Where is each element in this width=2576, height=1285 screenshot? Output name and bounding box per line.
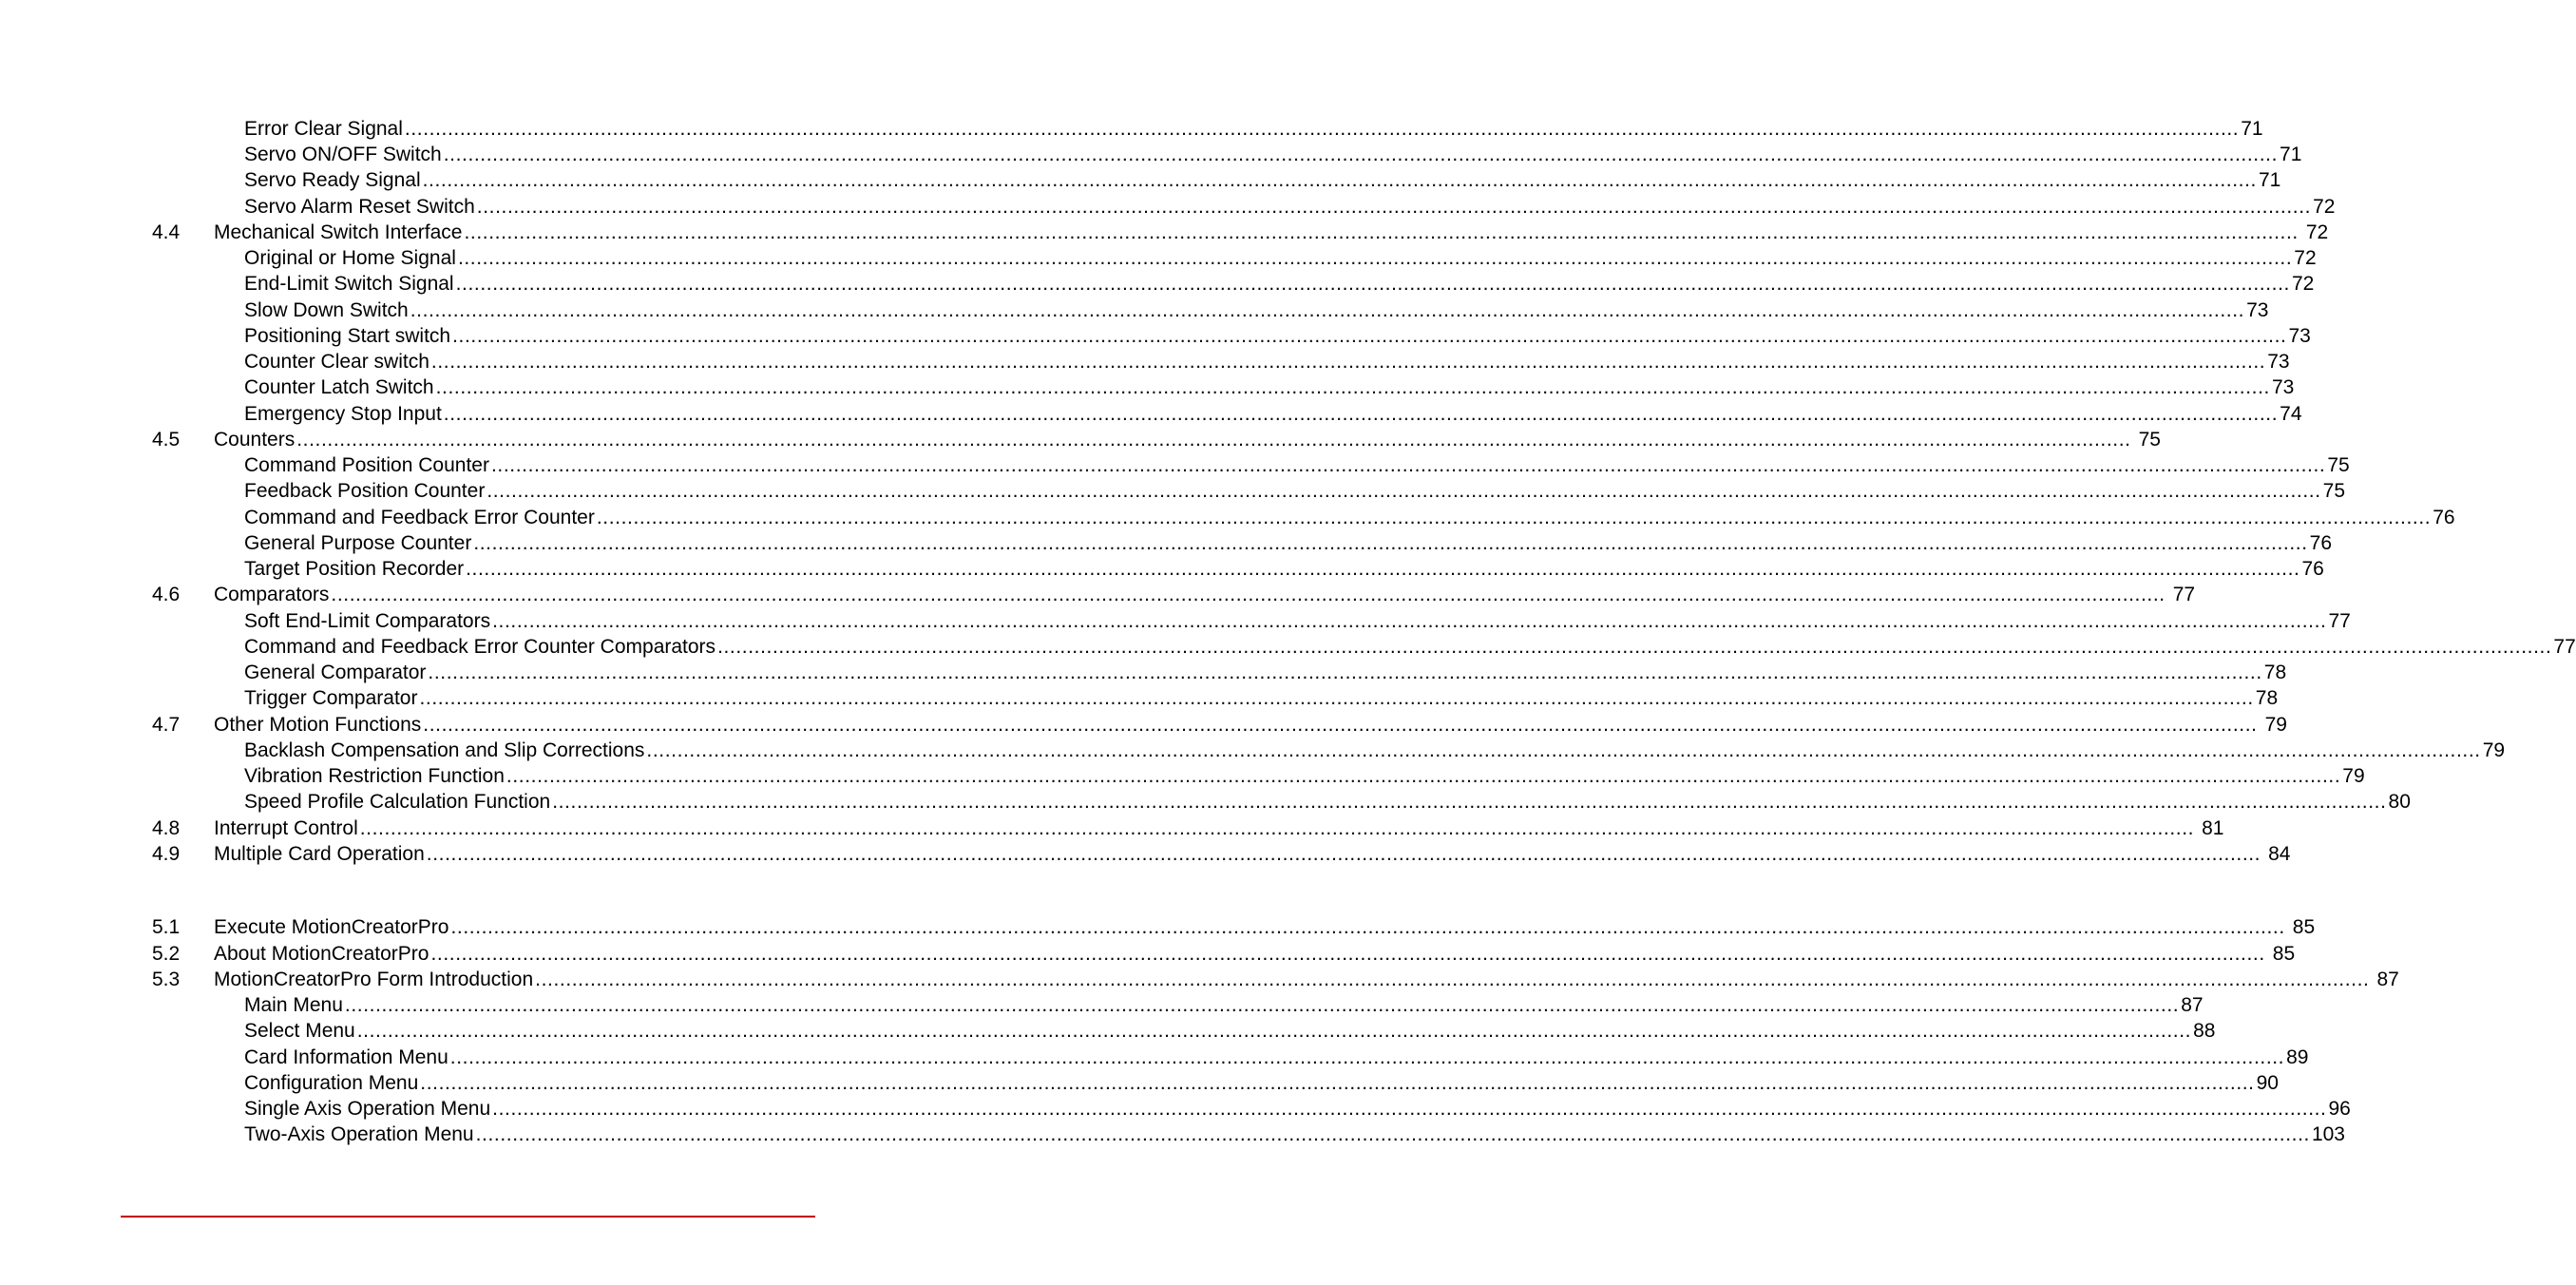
toc-entry-title: Configuration Menu bbox=[244, 1072, 419, 1094]
toc-page-number: 71 bbox=[2241, 118, 2263, 140]
toc-section-number: 4.5 bbox=[152, 429, 181, 451]
toc-section-entry[interactable] bbox=[0, 712, 2287, 738]
toc-entry-title: Command and Feedback Error Counter Comparators bbox=[244, 636, 716, 658]
toc-page-number: 72 bbox=[2294, 247, 2317, 269]
toc-section-entry[interactable] bbox=[0, 427, 2161, 452]
toc-subsection-entry[interactable] bbox=[0, 608, 2351, 634]
toc-page-number: 75 bbox=[2322, 480, 2346, 502]
toc-subsection-entry[interactable] bbox=[0, 1122, 2345, 1147]
toc-page-number: 78 bbox=[2263, 662, 2287, 683]
toc-section-number: 5.3 bbox=[152, 969, 181, 990]
toc-entry-line bbox=[244, 505, 2455, 530]
dot-leader: ............................................................................................................................................................................................................................................................................................................ bbox=[430, 351, 2266, 373]
toc-entry-line bbox=[244, 116, 2263, 142]
toc-entry-line bbox=[214, 967, 2399, 992]
dot-leader: ............................................................................................................................................................................................................................................................................................................ bbox=[487, 480, 2321, 502]
toc-subsection-entry[interactable] bbox=[0, 116, 2263, 142]
toc-entry-line bbox=[244, 245, 2317, 271]
toc-entry-line bbox=[244, 738, 2506, 763]
dot-leader: ............................................................................................................................................................................................................................................................................................................ bbox=[473, 532, 2308, 554]
toc-entry-title: Counters bbox=[214, 429, 296, 451]
toc-entry-line bbox=[214, 815, 2224, 841]
toc-section-number: 5.1 bbox=[152, 916, 181, 938]
dot-leader: ............................................................................................................................................................................................................................................................................................................ bbox=[410, 299, 2245, 321]
toc-entry-line bbox=[244, 1122, 2345, 1147]
dot-leader: ............................................................................................................................................................................................................................................................................................................ bbox=[450, 916, 2285, 938]
toc-entry-title: Trigger Comparator bbox=[244, 687, 418, 709]
toc-subsection-entry[interactable] bbox=[0, 478, 2346, 504]
toc-entry-line bbox=[214, 220, 2329, 245]
toc-subsection-entry[interactable] bbox=[0, 167, 2281, 193]
toc-subsection-entry[interactable] bbox=[0, 194, 2336, 220]
toc-entry-line bbox=[244, 1070, 2279, 1096]
toc-entry-line bbox=[214, 712, 2287, 738]
toc-section-entry[interactable] bbox=[0, 815, 2224, 841]
toc-page-number: 78 bbox=[2255, 687, 2279, 709]
toc-page-number: 79 bbox=[2482, 739, 2506, 761]
dot-leader: ............................................................................................................................................................................................................................................................................................................ bbox=[646, 739, 2481, 761]
toc-page-number: 89 bbox=[2286, 1046, 2309, 1068]
toc-entry-line bbox=[244, 530, 2333, 556]
toc-entry-line bbox=[244, 1096, 2351, 1122]
dot-leader: ............................................................................................................................................................................................................................................................................................................ bbox=[422, 169, 2257, 191]
toc-subsection-entry[interactable] bbox=[0, 634, 2576, 660]
toc-page-number: 81 bbox=[2202, 817, 2224, 839]
toc-page-number: 73 bbox=[2267, 351, 2290, 373]
toc-entry-title: General Purpose Counter bbox=[244, 532, 472, 554]
dot-leader: ............................................................................................................................................................................................................................................................................................................ bbox=[455, 273, 2290, 295]
toc-entry-title: Mechanical Switch Interface bbox=[214, 221, 463, 243]
dot-leader: ............................................................................................................................................................................................................................................................................................................ bbox=[552, 791, 2387, 813]
toc-entry-line bbox=[244, 323, 2311, 349]
dot-leader: ............................................................................................................................................................................................................................................................................................................ bbox=[464, 221, 2299, 243]
toc-entry-title: Feedback Position Counter bbox=[244, 480, 486, 502]
toc-subsection-entry[interactable] bbox=[0, 530, 2333, 556]
toc-entry-title: Command Position Counter bbox=[244, 454, 489, 476]
toc-page-number: 88 bbox=[2193, 1020, 2216, 1042]
toc-subsection-entry[interactable] bbox=[0, 271, 2315, 297]
dot-leader: ............................................................................................................................................................................................................................................................................................................ bbox=[443, 144, 2279, 165]
toc-entry-line bbox=[244, 992, 2204, 1018]
toc-entry-line bbox=[244, 789, 2411, 815]
toc-section-entry[interactable] bbox=[0, 941, 2296, 967]
dot-leader: ............................................................................................................................................................................................................................................................................................................ bbox=[428, 662, 2262, 683]
toc-entry-title: Servo Ready Signal bbox=[244, 169, 421, 191]
dot-leader: ............................................................................................................................................................................................................................................................................................................ bbox=[419, 687, 2254, 709]
dot-leader: ............................................................................................................................................................................................................................................................................................................ bbox=[359, 817, 2195, 839]
toc-page-number: 73 bbox=[2246, 299, 2269, 321]
toc-entry-title: Comparators bbox=[214, 584, 330, 605]
toc-entry-title: Speed Profile Calculation Function bbox=[244, 791, 551, 813]
toc-entry-title: Execute MotionCreatorPro bbox=[214, 916, 449, 938]
toc-section-number: 5.2 bbox=[152, 943, 181, 965]
toc-entry-line bbox=[244, 608, 2351, 634]
toc-page-number: 90 bbox=[2256, 1072, 2279, 1094]
toc-subsection-entry[interactable] bbox=[0, 738, 2506, 763]
toc-subsection-entry[interactable] bbox=[0, 142, 2302, 167]
dot-leader: ............................................................................................................................................................................................................................................................................................................ bbox=[443, 403, 2279, 425]
toc-page-number: 103 bbox=[2311, 1123, 2345, 1145]
toc-entry-title: Original or Home Signal bbox=[244, 247, 456, 269]
dot-leader: ............................................................................................................................................................................................................................................................................................................ bbox=[449, 1046, 2285, 1068]
toc-entry-title: Select Menu bbox=[244, 1020, 355, 1042]
toc-entry-title: General Comparator bbox=[244, 662, 427, 683]
dot-leader: ............................................................................................................................................................................................................................................................................................................ bbox=[457, 247, 2293, 269]
toc-entry-title: Vibration Restriction Function bbox=[244, 765, 505, 787]
dot-leader: ............................................................................................................................................................................................................................................................................................................ bbox=[356, 1020, 2192, 1042]
toc-section-entry[interactable] bbox=[0, 220, 2329, 245]
toc-entry-line bbox=[244, 401, 2302, 427]
dot-leader: ............................................................................................................................................................................................................................................................................................................ bbox=[506, 765, 2341, 787]
toc-entry-line bbox=[244, 142, 2302, 167]
toc-entry-title: Target Position Recorder bbox=[244, 558, 465, 580]
toc-entry-line bbox=[244, 1045, 2309, 1070]
toc-page-number: 71 bbox=[2258, 169, 2281, 191]
toc-page-number: 73 bbox=[2288, 325, 2311, 347]
toc-entry-line bbox=[214, 582, 2196, 607]
dot-leader: ............................................................................................................................................................................................................................................................................................................ bbox=[476, 196, 2312, 218]
toc-entry-title: Two-Axis Operation Menu bbox=[244, 1123, 474, 1145]
toc-entry-line bbox=[244, 763, 2365, 789]
toc-section-entry[interactable] bbox=[0, 914, 2316, 940]
toc-page-number: 87 bbox=[2181, 994, 2204, 1016]
toc-section-number: 4.4 bbox=[152, 221, 181, 243]
toc-section-number: 4.7 bbox=[152, 714, 181, 736]
dot-leader: ............................................................................................................................................................................................................................................................................................................ bbox=[426, 843, 2261, 865]
dot-leader: ............................................................................................................................................................................................................................................................................................................ bbox=[331, 584, 2166, 605]
dot-leader: ............................................................................................................................................................................................................................................................................................................ bbox=[475, 1123, 2310, 1145]
toc-page-number: 77 bbox=[2172, 584, 2196, 605]
toc-page-number: 73 bbox=[2271, 376, 2295, 398]
toc-entry-title: Card Information Menu bbox=[244, 1046, 448, 1068]
toc-entry-line bbox=[244, 1018, 2216, 1044]
toc-entry-title: About MotionCreatorPro bbox=[214, 943, 429, 965]
toc-entry-line bbox=[244, 167, 2281, 193]
dot-leader: ............................................................................................................................................................................................................................................................................................................ bbox=[535, 969, 2370, 990]
toc-entry-title: Emergency Stop Input bbox=[244, 403, 442, 425]
dot-leader: ............................................................................................................................................................................................................................................................................................................ bbox=[492, 610, 2327, 632]
toc-page-number: 85 bbox=[2292, 916, 2316, 938]
footer-rule bbox=[121, 1216, 815, 1218]
toc-entry-line bbox=[244, 452, 2350, 478]
toc-page-number: 76 bbox=[2309, 532, 2333, 554]
dot-leader: ............................................................................................................................................................................................................................................................................................................ bbox=[490, 454, 2326, 476]
toc-subsection-entry[interactable] bbox=[0, 323, 2311, 349]
toc-page-number: 75 bbox=[2327, 454, 2350, 476]
toc-subsection-entry[interactable] bbox=[0, 763, 2365, 789]
toc-entry-line bbox=[244, 374, 2295, 400]
toc-subsection-entry[interactable] bbox=[0, 1018, 2216, 1044]
toc-subsection-entry[interactable] bbox=[0, 685, 2279, 711]
toc-page-number: 71 bbox=[2280, 144, 2302, 165]
toc-page-number: 77 bbox=[2553, 636, 2576, 658]
dot-leader: ............................................................................................................................................................................................................................................................................................................ bbox=[492, 1098, 2327, 1120]
toc-entry-line bbox=[244, 478, 2346, 504]
dot-leader: ............................................................................................................................................................................................................................................................................................................ bbox=[430, 943, 2265, 965]
toc-entry-title: Soft End-Limit Comparators bbox=[244, 610, 491, 632]
toc-entry-line bbox=[244, 685, 2279, 711]
toc-page-number: 74 bbox=[2280, 403, 2302, 425]
toc-subsection-entry[interactable] bbox=[0, 401, 2302, 427]
toc-entry-title: Slow Down Switch bbox=[244, 299, 409, 321]
toc-section-entry[interactable] bbox=[0, 582, 2196, 607]
toc-page-number: 75 bbox=[2138, 429, 2161, 451]
toc-section-number: 4.8 bbox=[152, 817, 181, 839]
toc-entry-line bbox=[244, 556, 2324, 582]
toc-entry-title: Interrupt Control bbox=[214, 817, 358, 839]
toc-entry-line bbox=[214, 941, 2296, 967]
dot-leader: ............................................................................................................................................................................................................................................................................................................ bbox=[420, 1072, 2255, 1094]
toc-page-number: 87 bbox=[2376, 969, 2399, 990]
toc-section-number: 4.6 bbox=[152, 584, 181, 605]
toc-subsection-entry[interactable] bbox=[0, 505, 2455, 530]
toc-page-number: 72 bbox=[2291, 273, 2315, 295]
toc-subsection-entry[interactable] bbox=[0, 1070, 2279, 1096]
toc-entry-line bbox=[244, 194, 2336, 220]
toc-page-number: 85 bbox=[2272, 943, 2296, 965]
dot-leader: ............................................................................................................................................................................................................................................................................................................ bbox=[596, 507, 2432, 528]
dot-leader: ............................................................................................................................................................................................................................................................................................................ bbox=[466, 558, 2300, 580]
toc-entry-title: Error Clear Signal bbox=[244, 118, 403, 140]
toc-subsection-entry[interactable] bbox=[0, 1045, 2309, 1070]
toc-subsection-entry[interactable] bbox=[0, 660, 2287, 685]
toc-subsection-entry[interactable] bbox=[0, 245, 2317, 271]
toc-entry-title: Multiple Card Operation bbox=[214, 843, 425, 865]
toc-subsection-entry[interactable] bbox=[0, 789, 2411, 815]
toc-page-number: 80 bbox=[2388, 791, 2411, 813]
toc-entry-title: Backlash Compensation and Slip Corrections bbox=[244, 739, 645, 761]
toc-subsection-entry[interactable] bbox=[0, 992, 2204, 1018]
toc-section-entry[interactable] bbox=[0, 841, 2291, 867]
toc-subsection-entry[interactable] bbox=[0, 556, 2324, 582]
toc-entry-line bbox=[244, 297, 2269, 323]
dot-leader: ............................................................................................................................................................................................................................................................................................................ bbox=[344, 994, 2180, 1016]
toc-entry-line bbox=[244, 349, 2290, 374]
dot-leader: ............................................................................................................................................................................................................................................................................................................ bbox=[452, 325, 2287, 347]
toc-page-number: 77 bbox=[2328, 610, 2351, 632]
toc-entry-title: Counter Latch Switch bbox=[244, 376, 434, 398]
toc-subsection-entry[interactable] bbox=[0, 1096, 2351, 1122]
toc-page-number: 84 bbox=[2268, 843, 2291, 865]
toc-subsection-entry[interactable] bbox=[0, 349, 2290, 374]
toc-page-number: 72 bbox=[2305, 221, 2329, 243]
dot-leader: ............................................................................................................................................................................................................................................................................................................ bbox=[296, 429, 2131, 451]
toc-page-number: 76 bbox=[2433, 507, 2455, 528]
toc-entry-line bbox=[244, 271, 2315, 297]
toc-entry-title: Command and Feedback Error Counter bbox=[244, 507, 595, 528]
toc-page-number: 79 bbox=[2264, 714, 2287, 736]
toc-section-number: 4.9 bbox=[152, 843, 181, 865]
toc-page-number: 79 bbox=[2342, 765, 2365, 787]
toc-subsection-entry[interactable] bbox=[0, 297, 2269, 323]
toc-entry-title: Servo ON/OFF Switch bbox=[244, 144, 442, 165]
dot-leader: ............................................................................................................................................................................................................................................................................................................ bbox=[435, 376, 2270, 398]
dot-leader: ............................................................................................................................................................................................................................................................................................................ bbox=[717, 636, 2552, 658]
toc-entry-title: MotionCreatorPro Form Introduction bbox=[214, 969, 534, 990]
toc-subsection-entry[interactable] bbox=[0, 452, 2350, 478]
toc-entry-title: Positioning Start switch bbox=[244, 325, 451, 347]
toc-subsection-entry[interactable] bbox=[0, 374, 2295, 400]
toc-page-number: 76 bbox=[2301, 558, 2324, 580]
dot-leader: ............................................................................................................................................................................................................................................................................................................ bbox=[404, 118, 2240, 140]
toc-entry-line bbox=[244, 634, 2576, 660]
toc-entry-title: Single Axis Operation Menu bbox=[244, 1098, 491, 1120]
dot-leader: ............................................................................................................................................................................................................................................................................................................ bbox=[423, 714, 2258, 736]
toc-section-entry[interactable] bbox=[0, 967, 2399, 992]
toc-entry-title: Main Menu bbox=[244, 994, 343, 1016]
toc-entry-line bbox=[214, 841, 2291, 867]
toc-entry-line bbox=[214, 914, 2316, 940]
toc-entry-title: Counter Clear switch bbox=[244, 351, 429, 373]
toc-entry-title: Servo Alarm Reset Switch bbox=[244, 196, 475, 218]
toc-entry-line bbox=[244, 660, 2287, 685]
toc-entry-title: Other Motion Functions bbox=[214, 714, 422, 736]
toc-page-number: 96 bbox=[2328, 1098, 2351, 1120]
toc-page-number: 72 bbox=[2313, 196, 2336, 218]
toc-entry-title: End-Limit Switch Signal bbox=[244, 273, 454, 295]
toc-entry-line bbox=[214, 427, 2161, 452]
